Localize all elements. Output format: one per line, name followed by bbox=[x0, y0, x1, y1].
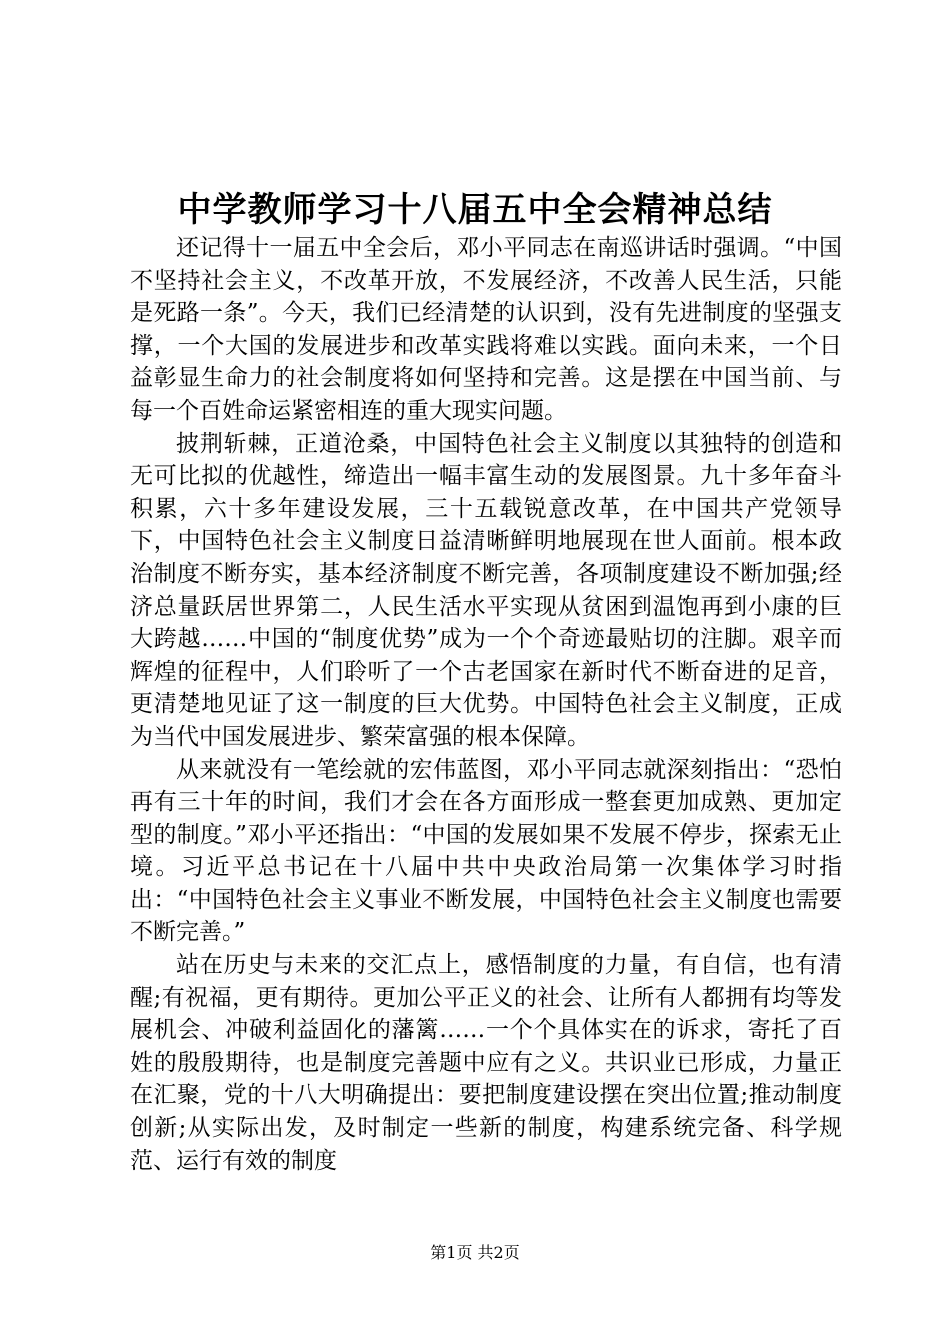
paragraph-3: 从来就没有一笔绘就的宏伟蓝图，邓小平同志就深刻指出：“恐怕再有三十年的时间，我们才会在各方面形成一整套更加成熟、更加定型的制度。”邓小平还指出：“中国的发展如果不发展不停步，探索无止境。习近平总书记在十八届中共中央政治局第一次集体学习时指出：“中国特色社会主义事业不断发展，中国特色社会主义制度也需要不断完善。” bbox=[130, 756, 842, 946]
page-number-footer: 第1页 共2页 bbox=[430, 1243, 520, 1262]
document-body bbox=[130, 232, 842, 1177]
document-title: 中学教师学习十八届五中全会精神总结 bbox=[177, 190, 773, 230]
paragraph-2: 披荆斩棘，正道沧桑，中国特色社会主义制度以其独特的创造和无可比拟的优越性，缔造出一幅丰富生动的发展图景。九十多年奋斗积累，六十多年建设发展，三十五载锐意改革，在中国共产党领导下，中国特色社会主义制度日益清晰鲜明地展现在世人面前。根本政治制度不断夯实，基本经济制度不断完善，各项制度建设不断加强;经济总量跃居世界第二，人民生活水平实现从贫困到温饱再到小康的巨大跨越……中国的“制度优势”成为一个个奇迹最贴切的注脚。艰辛而辉煌的征程中，人们聆听了一个古老国家在新时代不断奋进的足音，更清楚地见证了这一制度的巨大优势。中国特色社会主义制度，正成为当代中国发展进步、繁荣富强的根本保障。 bbox=[130, 430, 842, 750]
paragraph-4: 站在历史与未来的交汇点上，感悟制度的力量，有自信，也有清醒;有祝福，更有期待。更加公平正义的社会、让所有人都拥有均等发展机会、冲破利益固化的藩篱……一个个具体实在的诉求，寄托了百姓的殷殷期待，也是制度完善题中应有之义。共识业已形成，力量正在汇聚，党的十八大明确提出：要把制度建设摆在突出位置;推动制度创新;从实际出发，及时制定一些新的制度，构建系统完备、科学规范、运行有效的制度 bbox=[130, 952, 842, 1174]
paragraph-1: 还记得十一届五中全会后，邓小平同志在南巡讲话时强调。“中国不坚持社会主义，不改革开放，不发展经济，不改善人民生活，只能是死路一条”。今天，我们已经清楚的认识到，没有先进制度的坚强支撑，一个大国的发展进步和改革实践将难以实践。面向未来，一个日益彰显生命力的社会制度将如何坚持和完善。这是摆在中国当前、与每一个百姓命运紧密相连的重大现实问题。 bbox=[130, 235, 842, 424]
